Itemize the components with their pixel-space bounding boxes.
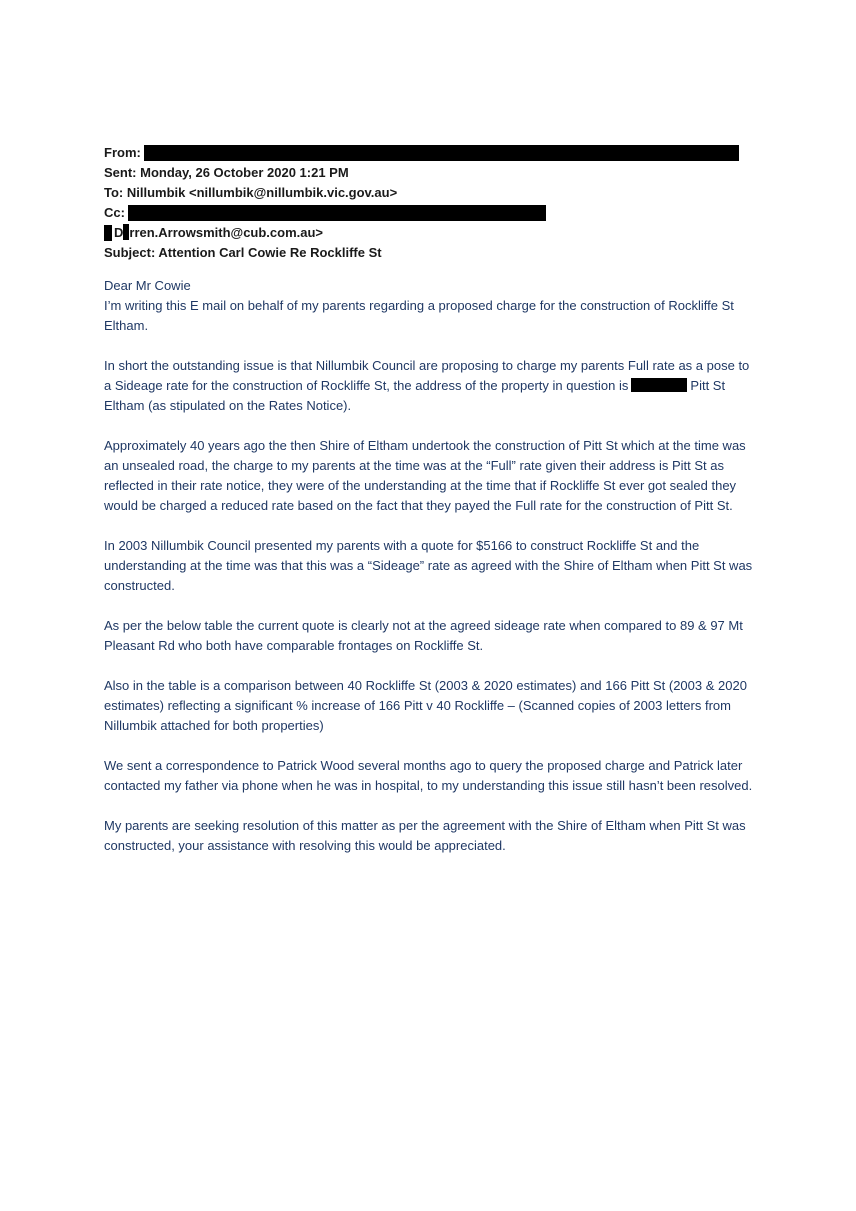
cc-line: [104, 203, 754, 223]
paragraph-5: As per the below table the current quote is clearly not at the agreed sideage rate when compared to 89 & 97 Mt Pleasant Rd who both have comparable frontages on Rockliffe St.: [104, 618, 743, 653]
paragraph-2-end: Pitt St Eltham (as stipulated on the Rates Notice).: [104, 378, 726, 413]
email-body: [104, 276, 754, 876]
cc-redaction-small: [104, 225, 112, 241]
sent-line: Sent: Monday, 26 October 2020 1:21 PM: [104, 165, 349, 180]
cc-redaction: [128, 205, 546, 221]
email-header: [104, 143, 754, 263]
paragraph-3: Approximately 40 years ago the then Shire of Eltham undertook the construction of Pitt St which at the time was an unsealed road, the charge to my parents at the time was at the “Full” rate given their address is Pitt St as reflected in their rate notice, they were of the understanding at the time that if Rockliffe St ever got sealed they would be charged a reduced rate based on the fact that they payed the Full rate for the construction of Pitt St.: [104, 438, 746, 513]
paragraph-8: My parents are seeking resolution of this matter as per the agreement with the Shire of Eltham when Pitt St was constructed, your assistance with resolving this would be appreciated.: [104, 818, 746, 853]
cc-second-a: D: [114, 225, 124, 240]
paragraph-2: [104, 356, 754, 416]
from-line: [104, 143, 754, 163]
paragraph-7: We sent a correspondence to Patrick Wood several months ago to query the proposed charge and Patrick later contacted my father via phone when he was in hospital, to my understanding this issue still hasn’t been resolved.: [104, 758, 753, 793]
greeting: Dear Mr Cowie: [104, 278, 191, 293]
from-redaction: [144, 145, 739, 161]
paragraph-1: I’m writing this E mail on behalf of my parents regarding a proposed charge for the construction of Rockliffe St Eltham.: [104, 298, 734, 333]
cc-continuation-line: [104, 223, 754, 243]
cc-label: Cc:: [104, 205, 125, 220]
from-label: From:: [104, 145, 141, 160]
paragraph-4: In 2003 Nillumbik Council presented my parents with a quote for $5166 to construct Rockliffe St and the understanding at the time was that this was a “Sideage” rate as agreed with the Shire of Eltham when Pitt St was constructed.: [104, 538, 753, 593]
address-redaction: [631, 378, 687, 392]
cc-second-b: rren.Arrowsmith@cub.com.au>: [129, 225, 324, 240]
paragraph-2-start: In short the outstanding issue is that Nillumbik Council are proposing to charge my parents Full rate as a pose to a Sideage rate for the construction of Rockliffe St, the address of the property in question is: [104, 358, 750, 393]
subject-line: Subject: Attention Carl Cowie Re Rockliffe St: [104, 245, 382, 260]
to-line: To: Nillumbik <nillumbik@nillumbik.vic.gov.au>: [104, 185, 398, 200]
paragraph-6: Also in the table is a comparison between 40 Rockliffe St (2003 & 2020 estimates) and 166 Pitt St (2003 & 2020 estimates) reflecting a significant % increase of 166 Pitt v 40 Rockliffe – (Scanned copies of 2003 letters from Nillumbik attached for both properties): [104, 678, 747, 733]
